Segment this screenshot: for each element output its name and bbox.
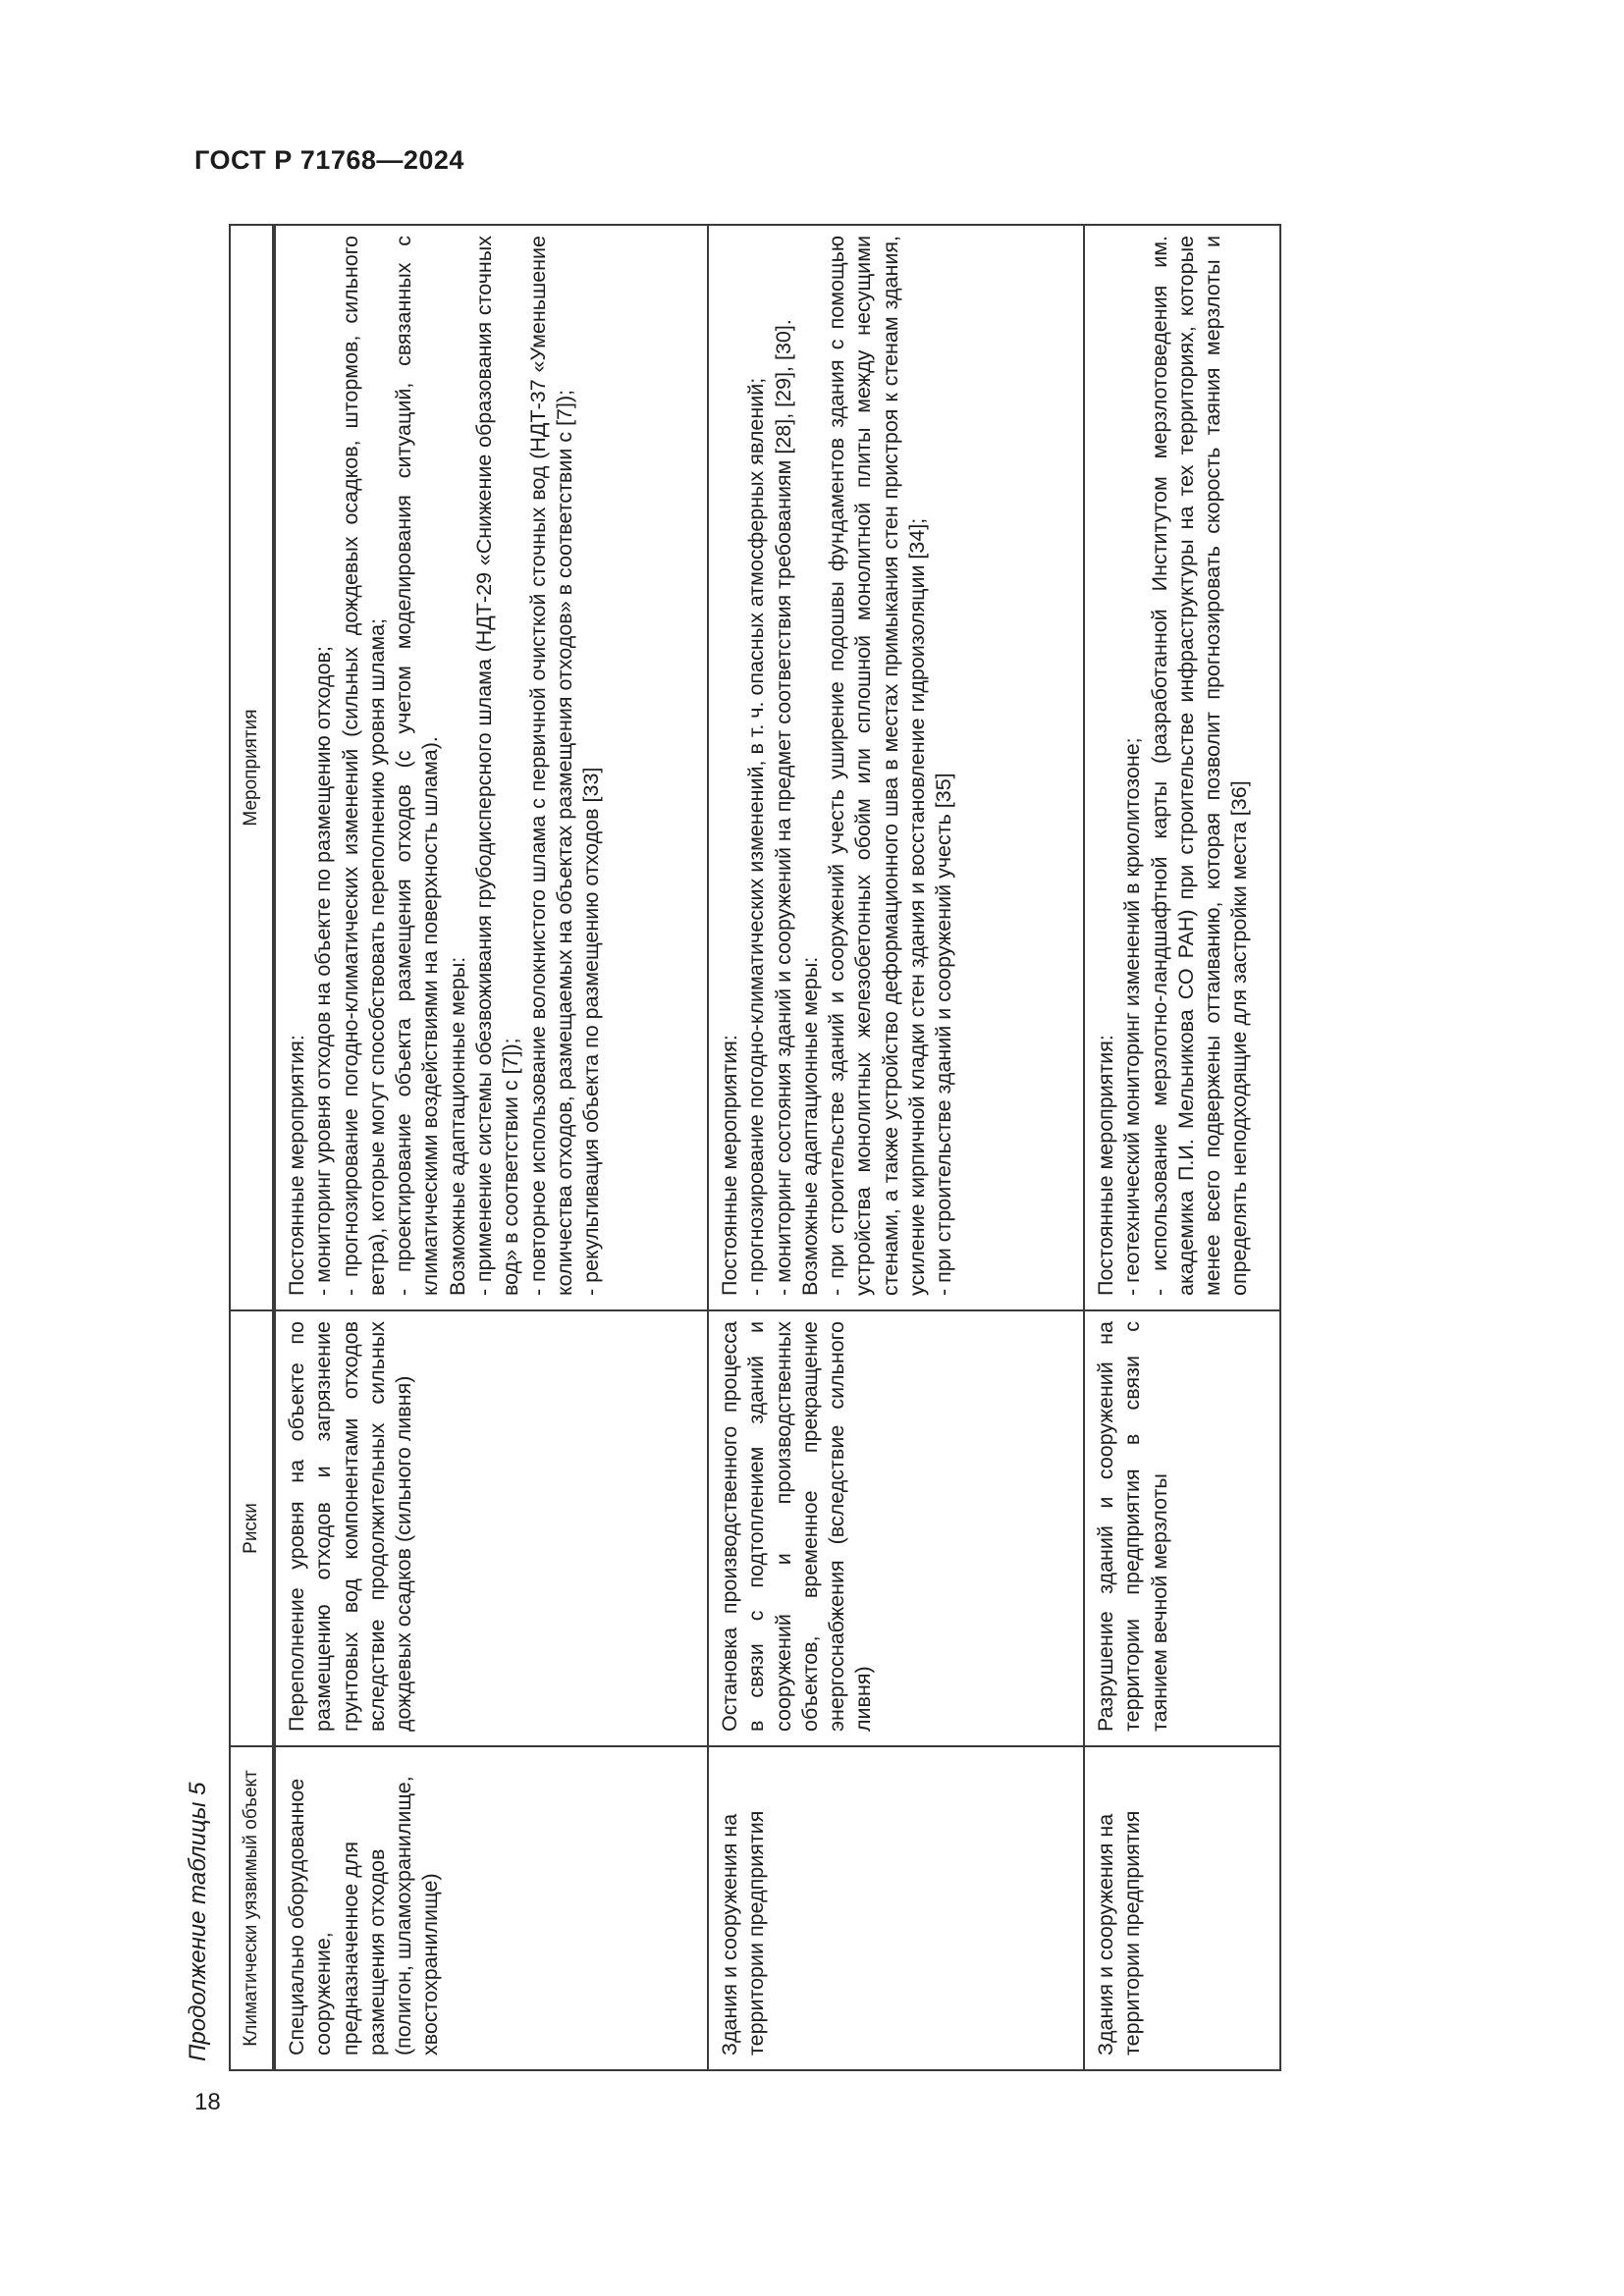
- object-cell: Специально оборудованное сооружение, предназначенное для размещения отходов (полигон, шламохранилище, хвостохранилище): [275, 1746, 708, 2070]
- measure-line: - мониторинг состояния зданий и сооружений на предмет соответствия требованиям [28], [29], [30].: [771, 319, 795, 1296]
- measure-line: - рекультивация объекта по размещению отходов [33]: [579, 767, 604, 1296]
- column-header-object: Климатически уязвимый объект: [230, 1746, 273, 2070]
- measures-cell: [275, 225, 708, 1310]
- risk-cell: Разрушение зданий и сооружений на территории предприятия в связи с таянием вечной мерзлоты: [1084, 1310, 1280, 1746]
- rotated-table-block: [185, 226, 1274, 2071]
- risk-cell: Остановка производственного процесса в связи с подтоплением зданий и сооружений и производственных объектов, временное прекращение энергоснабжения (вследствие сильного ливня): [708, 1310, 1084, 1746]
- risks-table: [229, 224, 1281, 2071]
- measure-line: - проектирование объекта размещения отходов (с учетом моделирования ситуаций, связанных с климатическими воздействиями на поверхность шлама).: [392, 236, 443, 1296]
- document-header: ГОСТ Р 71768—2024: [194, 145, 464, 175]
- object-cell: Здания и сооружения на территории предприятия: [708, 1746, 1084, 2070]
- table-row: [708, 225, 1084, 2070]
- measure-line: - прогнозирование погодно-климатических изменений (сильных дождевых осадков, штормов, сильного ветра), которые могут способствовать переполнению уровня шлама;: [338, 236, 389, 1296]
- measure-line: Постоянные мероприятия:: [1094, 1035, 1117, 1296]
- table-row: [1084, 225, 1280, 2070]
- table-row: [275, 225, 708, 2070]
- measure-line: - при строительстве зданий и сооружений учесть уширение подошвы фундаментов здания с помощью устройства монолитных железобетонных обойм или сплошной монолитной плиты между несущими стенами, а также устройство деформационного шва в местах примыкания стен пристроя к стенам здания, усиление кирпичной кладки стен здания и восстановление гидроизоляции [34];: [825, 236, 930, 1296]
- measure-line: - мониторинг уровня отходов на объекте по размещению отходов;: [311, 646, 336, 1296]
- risk-cell: Переполнение уровня на объекте по размещению отходов и загрязнение грунтовых вод компонентами отходов вследствие продолжительных сильных дождевых осадков (сильного ливня): [275, 1310, 708, 1746]
- measures-cell: [708, 225, 1084, 1310]
- object-cell: Здания и сооружения на территории предприятия: [1084, 1746, 1280, 2070]
- measure-line: Постоянные мероприятия:: [285, 1035, 308, 1296]
- measure-line: Возможные адаптационные меры:: [445, 956, 469, 1296]
- table-header-row: [230, 225, 273, 2070]
- column-header-measures: Мероприятия: [230, 225, 273, 1310]
- table-caption: Продолжение таблицы 5: [185, 1782, 211, 2061]
- measure-line: Возможные адаптационные меры:: [797, 956, 822, 1296]
- measure-line: Постоянные мероприятия:: [718, 1035, 741, 1296]
- measure-line: - применение системы обезвоживания грубодисперсного шлама (НДТ-29 «Снижение образования сточных вод» в соответствии с [7]);: [472, 236, 523, 1296]
- measure-line: - при строительстве зданий и сооружений учесть [35]: [932, 773, 956, 1296]
- measure-line: - прогнозирование погодно-климатических изменений, в т. ч. опасных атмосферных явлений;: [744, 377, 769, 1296]
- page-number: 18: [194, 2089, 221, 2115]
- measure-line: - повторное использование волокнистого шлама с первичной очисткой сточных вод (НДТ-37 «Уменьшение количества отходов, размещаемых на объектах размещения отходов» в соответствии с [7]);: [525, 236, 576, 1296]
- measure-line: - геотехнический мониторинг изменений в криолитозоне;: [1120, 737, 1145, 1296]
- column-header-risks: Риски: [230, 1310, 273, 1746]
- measure-line: - использование мерзлотно-ландшафтной карты (разработанной Институтом мерзлотоведения им. академика П.И. Мельникова СО РАН) при строительстве инфраструктуры на тех территориях, которые менее всего подвержены оттаиванию, которая позволит прогнозировать скорость таяния мерзлоты и определять неподходящие для застройки места [36]: [1147, 236, 1252, 1296]
- measures-cell: [1084, 225, 1280, 1310]
